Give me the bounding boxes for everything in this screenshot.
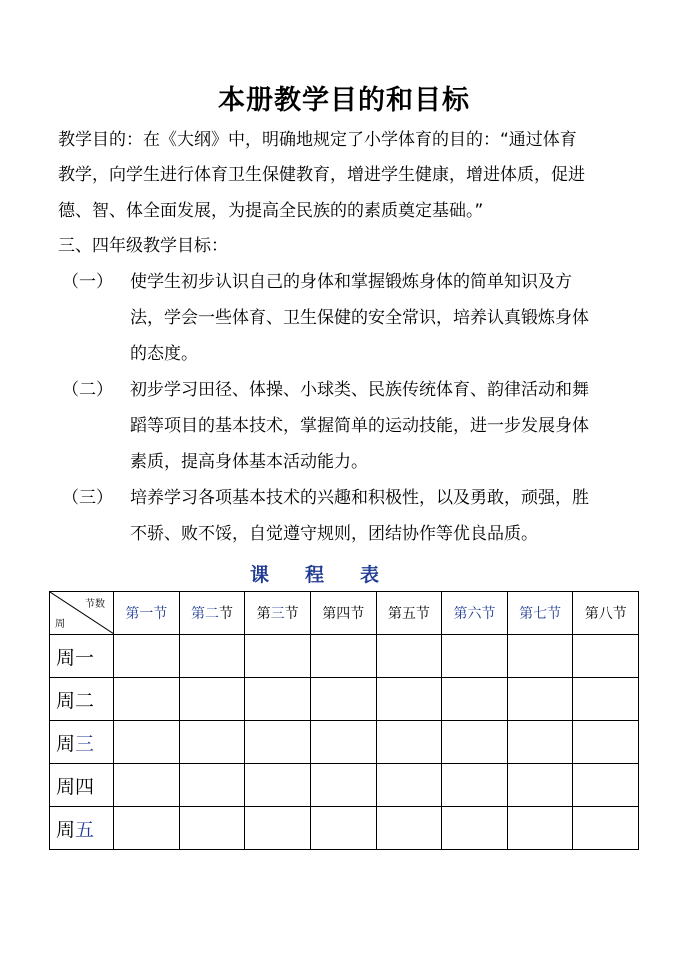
- schedule-title-char-2: 程: [305, 564, 325, 586]
- goal-2-line-3: 素质，提高身体基本活动能力。: [130, 452, 368, 472]
- purpose-line-1: 教学目的：在《大纲》中，明确地规定了小学体育的目的：“通过体育: [58, 130, 577, 150]
- period-header-3: 第三节: [245, 592, 311, 635]
- schedule-cell[interactable]: [573, 635, 639, 678]
- schedule-cell[interactable]: [442, 678, 508, 721]
- period-header-6: 第六节: [442, 592, 508, 635]
- goal-3-line-2: 不骄、败不馁，自觉遵守规则，团结协作等优良品质。: [130, 524, 538, 544]
- schedule-title: [250, 560, 415, 587]
- page-title: 本册教学目的和目标: [218, 85, 470, 116]
- schedule-cell[interactable]: [573, 764, 639, 807]
- schedule-cell[interactable]: [442, 721, 508, 764]
- schedule-cell[interactable]: [245, 678, 311, 721]
- goal-2-line-2: 蹈等项目的基本技术，掌握简单的运动技能，进一步发展身体: [130, 416, 589, 436]
- schedule-cell[interactable]: [245, 764, 311, 807]
- schedule-cell[interactable]: [245, 807, 311, 850]
- schedule-cell[interactable]: [442, 635, 508, 678]
- period-header-4: 第四节: [310, 592, 376, 635]
- schedule-cell[interactable]: [507, 764, 573, 807]
- purpose-line-3: 德、智、体全面发展，为提高全民族的的素质奠定基础。”: [58, 201, 484, 221]
- period-header-2: 第二节: [179, 592, 245, 635]
- schedule-cell[interactable]: [507, 721, 573, 764]
- schedule-cell[interactable]: [179, 807, 245, 850]
- schedule-cell[interactable]: [573, 721, 639, 764]
- day-label-5: 周五: [50, 807, 114, 850]
- goal-3-line-1: 培养学习各项基本技术的兴趣和积极性，以及勇敢，顽强，胜: [130, 488, 589, 508]
- schedule-cell[interactable]: [310, 635, 376, 678]
- schedule-cell[interactable]: [310, 678, 376, 721]
- day-label-3: 周三: [50, 721, 114, 764]
- schedule-row-fri: [50, 807, 639, 850]
- day-label-4: 周四: [50, 764, 114, 807]
- schedule-table: [49, 591, 639, 850]
- purpose-line-2: 教学，向学生进行体育卫生保健教育，增进学生健康，增进体质，促进: [58, 165, 585, 185]
- schedule-cell[interactable]: [114, 635, 180, 678]
- goal-2-number: （二）: [62, 380, 113, 400]
- schedule-cell[interactable]: [507, 807, 573, 850]
- schedule-cell[interactable]: [376, 635, 442, 678]
- schedule-cell[interactable]: [310, 807, 376, 850]
- schedule-cell[interactable]: [245, 635, 311, 678]
- schedule-title-char-3: 表: [360, 564, 380, 586]
- schedule-cell[interactable]: [179, 721, 245, 764]
- schedule-cell[interactable]: [507, 635, 573, 678]
- corner-label-periods: 节数: [85, 599, 105, 610]
- day-label-1: 周一: [50, 635, 114, 678]
- period-header-1: 第一节: [114, 592, 180, 635]
- schedule-cell[interactable]: [310, 721, 376, 764]
- goal-2-line-1: 初步学习田径、体操、小球类、民族传统体育、韵律活动和舞: [130, 380, 589, 400]
- day-label-2: 周二: [50, 678, 114, 721]
- schedule-cell[interactable]: [114, 721, 180, 764]
- schedule-cell[interactable]: [114, 678, 180, 721]
- schedule-cell[interactable]: [179, 635, 245, 678]
- schedule-cell[interactable]: [442, 807, 508, 850]
- goal-1-line-3: 的态度。: [130, 344, 198, 364]
- goal-1-number: （一）: [62, 272, 113, 292]
- schedule-row-tue: [50, 678, 639, 721]
- schedule-row-thu: [50, 764, 639, 807]
- period-header-8: 第八节: [573, 592, 639, 635]
- period-header-7: 第七节: [507, 592, 573, 635]
- goal-1-line-2: 法，学会一些体育、卫生保健的安全常识，培养认真锻炼身体: [130, 308, 589, 328]
- schedule-cell[interactable]: [573, 678, 639, 721]
- corner-cell: [50, 592, 114, 635]
- schedule-row-wed: [50, 721, 639, 764]
- schedule-header-row: [50, 592, 639, 635]
- schedule-cell[interactable]: [376, 678, 442, 721]
- corner-label-week: 周: [55, 619, 65, 630]
- schedule-cell[interactable]: [179, 678, 245, 721]
- schedule-cell[interactable]: [376, 721, 442, 764]
- period-header-5: 第五节: [376, 592, 442, 635]
- schedule-cell[interactable]: [507, 678, 573, 721]
- schedule-row-mon: [50, 635, 639, 678]
- schedule-cell[interactable]: [376, 807, 442, 850]
- schedule-title-char-1: 课: [250, 564, 270, 586]
- schedule-cell[interactable]: [376, 764, 442, 807]
- goal-3-number: （三）: [62, 488, 113, 508]
- schedule-cell[interactable]: [179, 764, 245, 807]
- schedule-cell[interactable]: [573, 807, 639, 850]
- schedule-cell[interactable]: [442, 764, 508, 807]
- goals-heading: 三、四年级教学目标：: [58, 236, 228, 256]
- schedule-cell[interactable]: [114, 764, 180, 807]
- schedule-cell[interactable]: [114, 807, 180, 850]
- schedule-cell[interactable]: [245, 721, 311, 764]
- goal-1-line-1: 使学生初步认识自己的身体和掌握锻炼身体的简单知识及方: [130, 272, 572, 292]
- schedule-cell[interactable]: [310, 764, 376, 807]
